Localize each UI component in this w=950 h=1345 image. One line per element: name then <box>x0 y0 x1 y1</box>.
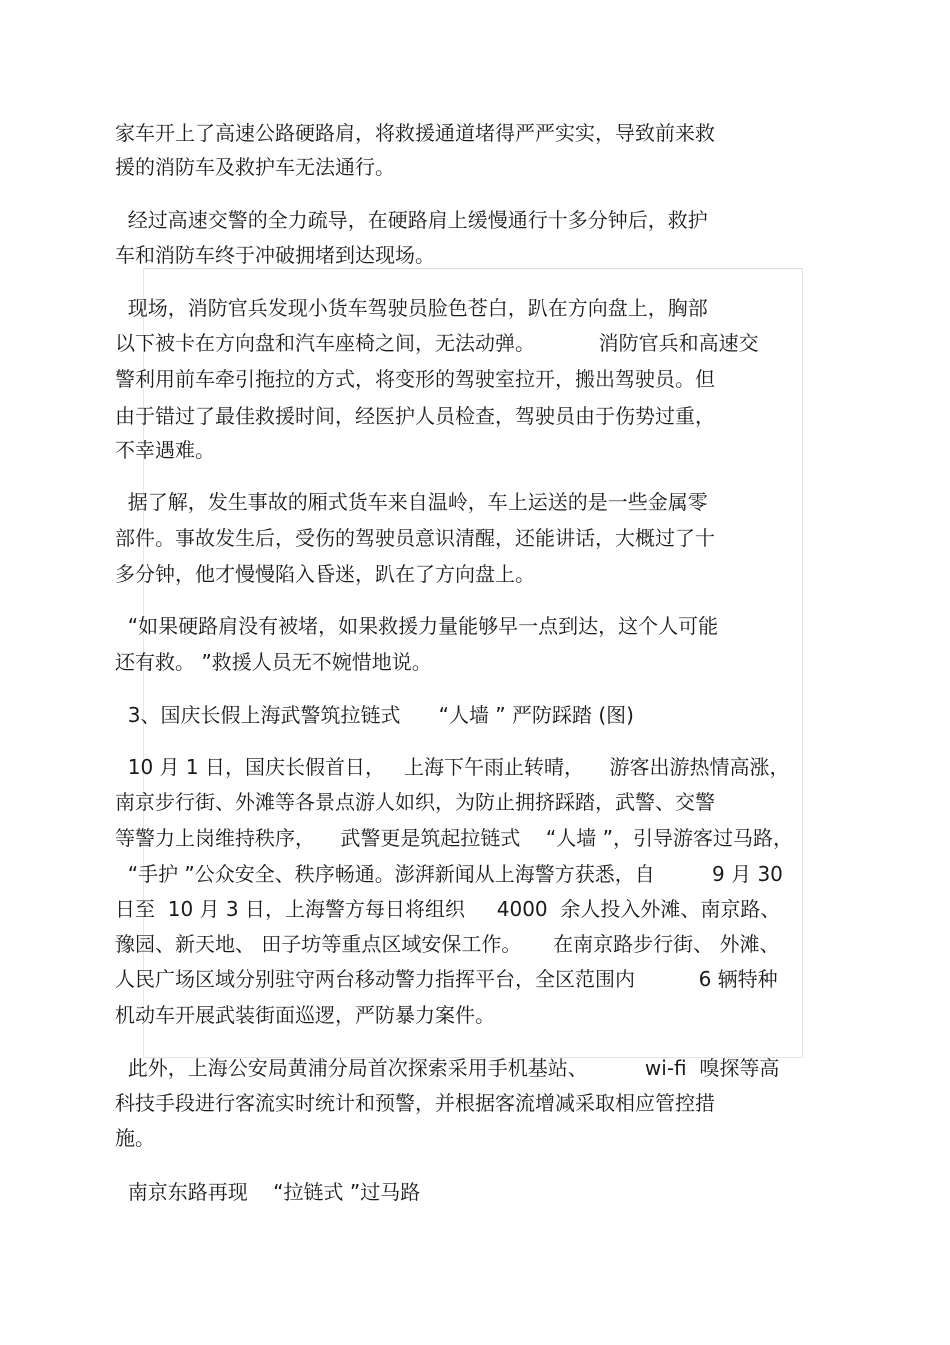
text-line: 施。 <box>115 1126 155 1150</box>
text-line: 此外，上海公安局黄浦分局首次探索采用手机基站、 wi-fi 嗅探等高 <box>115 1056 780 1080</box>
text-line: 日至 10 月 3 日，上海警方每日将组织 4000 余人投入外滩、南京路、 <box>115 897 781 921</box>
text-line: 还有救。 ”救援人员无不婉惜地说。 <box>115 650 432 674</box>
text-line: 科技手段进行客流实时统计和预警，并根据客流增减采取相应管控措 <box>115 1091 715 1115</box>
text-line: 南京步行街、外滩等各景点游人如织，为防止拥挤踩踏，武警、交警 <box>115 790 715 814</box>
text-line: 现场，消防官兵发现小货车驾驶员脸色苍白，趴在方向盘上，胸部 <box>115 296 708 320</box>
text-line: 多分钟，他才慢慢陷入昏迷，趴在了方向盘上。 <box>115 562 535 586</box>
text-line: 豫园、新天地、 田子坊等重点区域安保工作。 在南京路步行街、 外滩、 <box>115 932 780 956</box>
text-line: 由于错过了最佳救援时间，经医护人员检查，驾驶员由于伤势过重， <box>115 404 715 428</box>
text-line: 援的消防车及救护车无法通行。 <box>115 155 395 179</box>
text-line: “手护 ”公众安全、秩序畅通。澎湃新闻从上海警方获悉，自 9 月 30 <box>115 862 783 886</box>
text-line: 等警力上岗维持秩序， 武警更是筑起拉链式 “人墙 ”，引导游客过马路， <box>115 826 793 850</box>
text-line: 车和消防车终于冲破拥堵到达现场。 <box>115 243 435 267</box>
text-line: 警利用前车牵引拖拉的方式，将变形的驾驶室拉开，搬出驾驶员。但 <box>115 367 715 391</box>
text-line: “如果硬路肩没有被堵，如果救援力量能够早一点到达，这个人可能 <box>115 614 719 638</box>
text-line: 经过高速交警的全力疏导，在硬路肩上缓慢通行十多分钟后，救护 <box>115 208 708 232</box>
text-line: 家车开上了高速公路硬路肩，将救援通道堵得严严实实，导致前来救 <box>115 121 715 145</box>
text-line: 机动车开展武装街面巡逻，严防暴力案件。 <box>115 1003 495 1027</box>
text-line: 部件。事故发生后，受伤的驾驶员意识清醒，还能讲话，大概过了十 <box>115 526 715 550</box>
text-line: 不幸遇难。 <box>115 438 215 462</box>
text-line: 人民广场区域分别驻守两台移动警力指挥平台，全区范围内 6 辆特种 <box>115 967 778 991</box>
text-line: 南京东路再现 “拉链式 ”过马路 <box>115 1180 421 1204</box>
text-line: 据了解，发生事故的厢式货车来自温岭，车上运送的是一些金属零 <box>115 490 708 514</box>
text-line: 以下被卡在方向盘和汽车座椅之间，无法动弹。 消防官兵和高速交 <box>115 331 759 355</box>
text-line: 3、国庆长假上海武警筑拉链式 “人墙 ” 严防踩踏 (图) <box>115 703 634 727</box>
text-line: 10 月 1 日，国庆长假首日， 上海下午雨止转晴， 游客出游热情高涨， <box>115 755 790 779</box>
